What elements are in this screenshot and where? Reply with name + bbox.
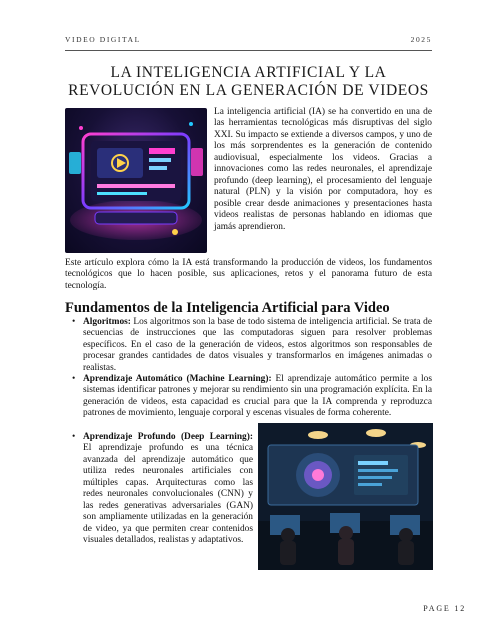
header-divider — [65, 50, 432, 51]
bullet-text: El aprendizaje automático permite a los sistemas identificar patrones y mejorar su rendimiento sin una programación explícita. En la generación de videos, esta capacidad es crucial para que la IA comprenda y reproduzca patrones de movimiento, lenguaje corporal y escenas visuales de forma coherente. — [83, 374, 433, 419]
ai-lab-photo-graphic — [258, 423, 433, 570]
section-heading: Fundamentos de la Inteligencia Artificial para Video — [65, 300, 390, 316]
bullet-term: Algoritmos: — [83, 317, 131, 327]
bullet-deep-learning — [72, 432, 253, 547]
hero-illustration-graphic — [65, 108, 207, 253]
page-number: PAGE 12 — [423, 604, 466, 613]
article-title-line-2: REVOLUCIÓN EN LA GENERACIÓN DE VIDEOS — [68, 82, 429, 99]
bullet-text: El aprendizaje profundo es una técnica avanzada del aprendizaje automático que utiliza redes neuronales artificiales con múltiples capas. Arquitecturas como las redes neuronales convolucionales (CNN) y las redes generativas adversariales (GAN) son ampliamente utilizadas en la generación de video, ya que permiten crear contenidos visuales detallados, realistas y adaptativos. — [83, 443, 253, 546]
bullet-term: Aprendizaje Profundo (Deep Learning): — [83, 432, 253, 442]
bullet-dot: • — [72, 374, 76, 384]
hero-illustration — [65, 108, 207, 253]
overview-paragraph: Este artículo explora cómo la IA está transformando la producción de videos, los fundamentos tecnológicos que lo hacen posible, sus aplicaciones, retos y el panorama futuro de esta tecnología. — [65, 258, 432, 291]
article-title — [65, 64, 432, 100]
article-title-line-1: LA INTELIGENCIA ARTIFICIAL Y LA — [110, 64, 387, 81]
ai-lab-photo — [258, 423, 433, 570]
bullet-machine-learning — [72, 374, 433, 420]
bullet-term: Aprendizaje Automático (Machine Learning): — [83, 374, 272, 384]
header-publication: VIDEO DIGITAL — [65, 35, 141, 44]
bullet-text: Los algoritmos son la base de todo sistema de inteligencia artificial. Se trata de secuencias de instrucciones que las computadoras siguen para resolver problemas específicos. En el caso de la generación de videos, estos algoritmos son responsables de procesar grandes cantidades de datos visuales y transformarlos en imágenes animadas o realistas. — [83, 317, 432, 373]
header-year: 2025 — [410, 35, 432, 44]
bullet-algoritmos — [72, 317, 432, 374]
intro-paragraph: La inteligencia artificial (IA) se ha convertido en una de las herramientas tecnológicas más disruptivas del siglo XXI. Su impacto se extiende a diversos campos, y uno de los más sorprendentes es la generación de contenido audiovisual, especialmente los videos. Gracias a innovaciones como las redes neuronales, el aprendizaje profundo (deep learning), el procesamiento del lenguaje natural (PLN) y la visión por computadora, hoy es posible crear desde animaciones y presentaciones hasta videos realistas de personas hablando en idiomas que jamás aprendieron. — [214, 107, 432, 232]
bullet-dot: • — [72, 432, 76, 442]
bullet-dot: • — [72, 317, 76, 327]
